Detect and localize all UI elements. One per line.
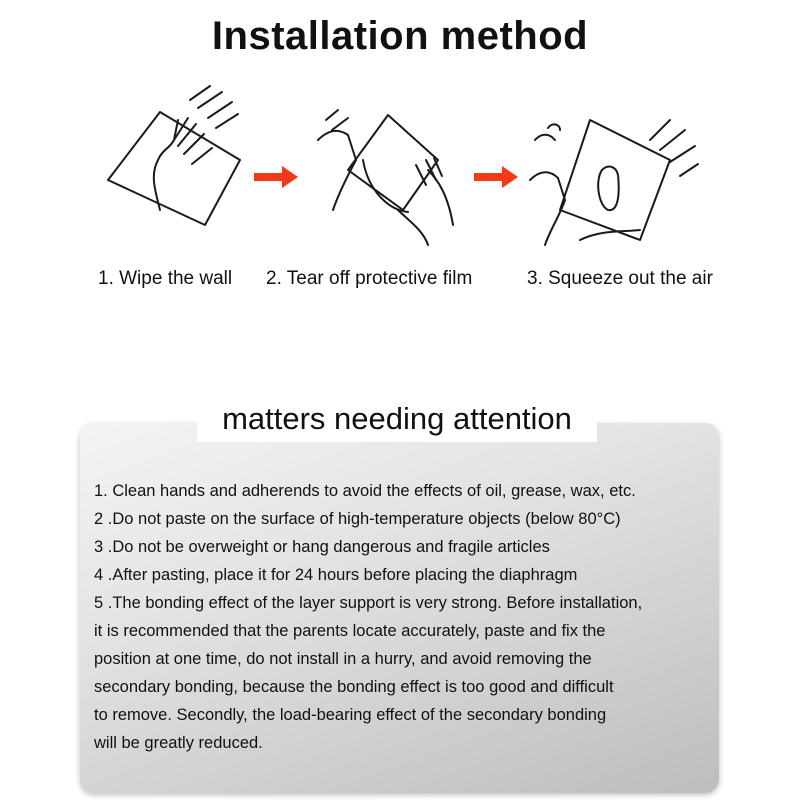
step-label-tear: 2. Tear off protective film [266, 268, 473, 289]
squeeze-air-illustration [520, 100, 700, 250]
page-title: Installation method [211, 14, 589, 58]
attention-title: matters needing attention [222, 401, 572, 436]
step-label-squeeze: 3. Squeeze out the air [527, 268, 713, 289]
note-line: secondary bonding, because the bonding effect is too good and difficult [94, 678, 614, 696]
note-line: to remove. Secondly, the load-bearing effect of the secondary bonding [94, 706, 607, 724]
step-label-wipe: 1. Wipe the wall [98, 268, 233, 289]
wipe-wall-illustration [100, 80, 250, 230]
tear-film-illustration [308, 100, 468, 250]
note-line: position at one time, do not install in a hurry, and avoid removing the [94, 650, 592, 668]
attention-notes [94, 477, 719, 757]
note-line: 5 .The bonding effect of the layer support is very strong. Before installation, [94, 594, 643, 612]
note-line: will be greatly reduced. [94, 734, 263, 752]
note-line: 2 .Do not paste on the surface of high-temperature objects (below 80°C) [94, 510, 621, 528]
note-line: 3 .Do not be overweight or hang dangerous and fragile articles [94, 538, 550, 556]
arrow-right-icon [254, 166, 298, 188]
note-line: it is recommended that the parents locate accurately, paste and fix the [94, 622, 606, 640]
note-line: 1. Clean hands and adherends to avoid the effects of oil, grease, wax, etc. [94, 482, 636, 500]
arrow-right-icon [474, 166, 518, 188]
note-line: 4 .After pasting, place it for 24 hours before placing the diaphragm [94, 566, 578, 584]
